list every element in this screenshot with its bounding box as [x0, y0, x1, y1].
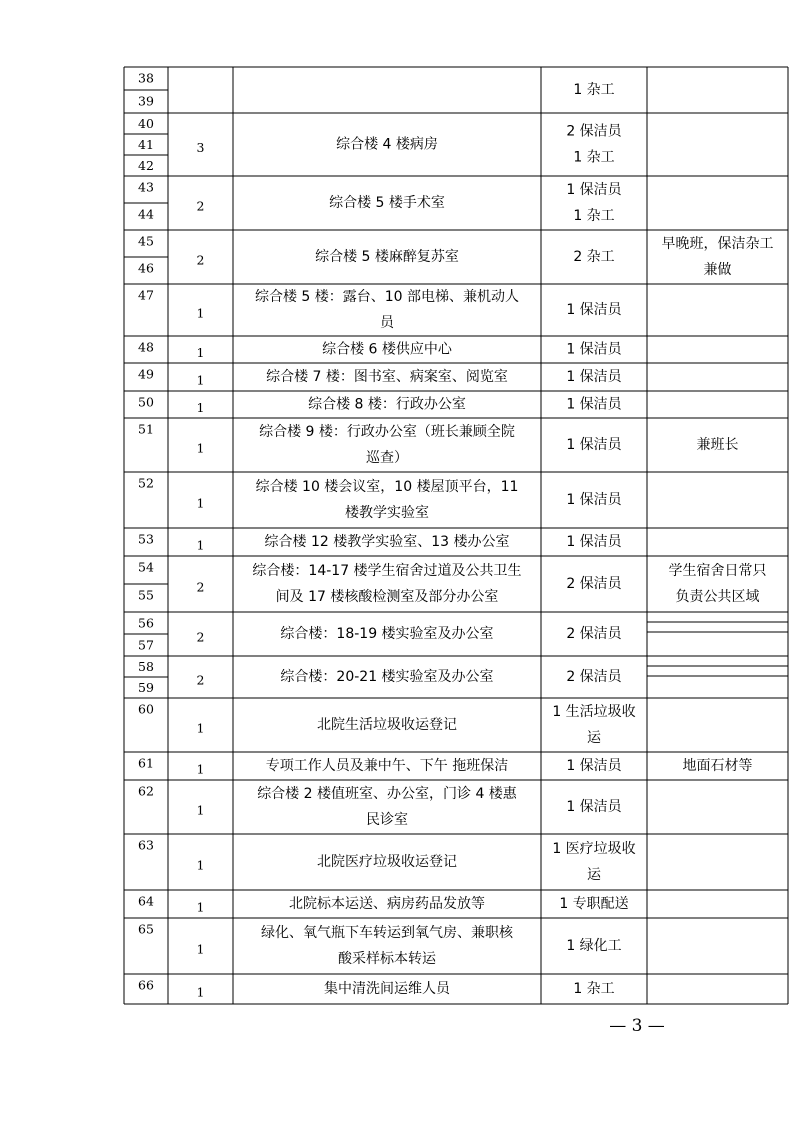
seq-number: 39: [138, 93, 154, 109]
seq-number: 60: [138, 701, 154, 717]
location-cell: 综合楼 12 楼教学实验室、13 楼办公室: [264, 534, 510, 550]
staff-cell: 2 保洁员: [566, 576, 622, 592]
staff-cell: 1 保洁员: [566, 396, 622, 413]
location-cell: 员: [380, 315, 394, 331]
seq-number: 66: [138, 977, 154, 993]
location-cell: 绿化、氧气瓶下车转运到氧气房、兼职核: [261, 925, 513, 941]
seq-number: 48: [138, 339, 154, 355]
seq-number: 54: [138, 559, 154, 575]
count-cell: 1: [196, 761, 205, 777]
location-cell: 综合楼 5 楼麻醉复苏室: [315, 249, 459, 265]
count-cell: 1: [196, 372, 205, 388]
seq-number: 58: [138, 659, 154, 674]
seq-number: 43: [138, 179, 154, 195]
remark-cell: 兼班长: [696, 437, 739, 453]
location-cell: 综合楼 4 楼病房: [336, 136, 438, 153]
count-cell: 2: [196, 629, 205, 645]
location-cell: 楼教学实验室: [345, 505, 429, 521]
remark-cell: 兼做: [703, 262, 732, 278]
staff-cell: 1 保洁员: [566, 799, 622, 815]
remark-cell: 地面石材等: [682, 758, 753, 774]
seq-number: 52: [138, 475, 154, 491]
count-cell: 3: [196, 140, 205, 155]
count-cell: 1: [196, 857, 205, 873]
location-cell: 综合楼 10 楼会议室，10 楼屋顶平台，11: [255, 479, 519, 495]
location-cell: 间及 17 楼核酸检测室及部分办公室: [275, 589, 499, 605]
staff-cell: 1 杂工: [573, 208, 615, 224]
seq-number: 53: [138, 531, 154, 547]
page-number: — 3 —: [609, 1016, 665, 1036]
location-cell: 综合楼：18-19 楼实验室及办公室: [280, 626, 494, 642]
count-cell: 1: [196, 720, 205, 736]
count-cell: 1: [196, 802, 205, 818]
count-cell: 1: [196, 537, 205, 553]
staff-cell: 1 保洁员: [566, 341, 622, 358]
count-cell: 2: [196, 579, 205, 595]
staff-cell: 2 保洁员: [566, 669, 622, 685]
location-cell: 专项工作人员及兼中午、下午 拖班保洁: [265, 758, 509, 774]
location-cell: 综合楼 9 楼：行政办公室（班长兼顾全院: [259, 424, 515, 440]
seq-number: 42: [138, 158, 154, 173]
location-cell: 综合楼：14-17 楼学生宿舍过道及公共卫生: [252, 563, 522, 579]
staff-cell: 1 保洁员: [566, 182, 622, 198]
count-cell: 1: [196, 984, 205, 1000]
count-cell: 2: [196, 198, 205, 214]
seq-number: 38: [138, 70, 154, 86]
seq-number: 59: [138, 680, 154, 695]
location-cell: 综合楼 7 楼：图书室、病案室、阅览室: [266, 369, 508, 385]
seq-number: 49: [138, 366, 154, 382]
seq-number: 41: [138, 137, 154, 152]
count-cell: 1: [196, 400, 205, 415]
staff-cell: 1 保洁员: [566, 369, 622, 385]
location-cell: 巡查）: [366, 450, 408, 466]
seq-number: 45: [138, 233, 154, 249]
staff-cell: 1 保洁员: [566, 437, 622, 453]
seq-number: 61: [138, 755, 154, 771]
seq-number: 62: [138, 783, 154, 799]
staff-cell: 2 杂工: [573, 249, 615, 265]
location-cell: 北院生活垃圾收运登记: [317, 717, 457, 733]
staff-cell: 1 专职配送: [559, 896, 629, 912]
seq-number: 55: [138, 587, 154, 603]
staff-cell: 1 杂工: [573, 82, 615, 98]
count-cell: 1: [196, 440, 205, 456]
location-cell: 北院标本运送、病房药品发放等: [289, 896, 485, 912]
staff-cell: 1 保洁员: [566, 758, 622, 774]
count-cell: 1: [196, 345, 205, 360]
staff-cell: 1 保洁员: [566, 302, 622, 318]
seq-number: 40: [138, 116, 154, 131]
seq-number: 51: [138, 421, 154, 437]
staff-cell: 1 杂工: [573, 149, 615, 166]
seq-number: 50: [138, 394, 154, 410]
count-cell: 2: [196, 252, 205, 268]
location-cell: 综合楼：20-21 楼实验室及办公室: [280, 669, 494, 685]
location-cell: 综合楼 5 楼：露台、10 部电梯、兼机动人: [254, 289, 520, 305]
seq-number: 47: [138, 287, 154, 303]
location-cell: 综合楼 6 楼供应中心: [322, 341, 452, 358]
location-cell: 民诊室: [366, 812, 408, 828]
seq-number: 44: [138, 206, 154, 222]
count-cell: 1: [196, 495, 205, 511]
seq-number: 64: [138, 893, 154, 909]
staff-cell: 运: [587, 730, 601, 746]
count-cell: 1: [196, 899, 205, 915]
location-cell: 北院医疗垃圾收运登记: [317, 854, 457, 870]
location-cell: 综合楼 8 楼：行政办公室: [308, 396, 466, 413]
staff-cell: 1 保洁员: [566, 534, 622, 550]
location-cell: 综合楼 2 楼值班室、办公室，门诊 4 楼惠: [257, 786, 517, 802]
remark-cell: 早晚班，保洁杂工: [661, 236, 774, 252]
seq-number: 65: [138, 921, 154, 937]
staff-cell: 2 保洁员: [566, 626, 622, 642]
staff-cell: 1 医疗垃圾收: [552, 841, 636, 857]
staff-cell: 2 保洁员: [566, 123, 622, 140]
seq-number: 56: [138, 615, 154, 631]
staff-cell: 1 杂工: [573, 981, 615, 997]
seq-number: 63: [138, 837, 154, 853]
staff-cell: 1 保洁员: [566, 492, 622, 508]
location-cell: 酸采样标本转运: [338, 951, 436, 967]
count-cell: 2: [196, 672, 205, 688]
staff-cell: 运: [587, 867, 601, 883]
remark-cell: 学生宿舍日常只: [668, 563, 767, 579]
seq-number: 57: [138, 637, 154, 653]
seq-number: 46: [138, 260, 154, 276]
staff-cell: 1 绿化工: [566, 938, 622, 954]
location-cell: 集中清洗间运维人员: [324, 981, 450, 997]
count-cell: 1: [196, 941, 205, 957]
location-cell: 综合楼 5 楼手术室: [329, 195, 445, 211]
staff-cell: 1 生活垃圾收: [552, 704, 636, 720]
count-cell: 1: [196, 305, 205, 321]
remark-cell: 负责公共区域: [675, 589, 760, 605]
